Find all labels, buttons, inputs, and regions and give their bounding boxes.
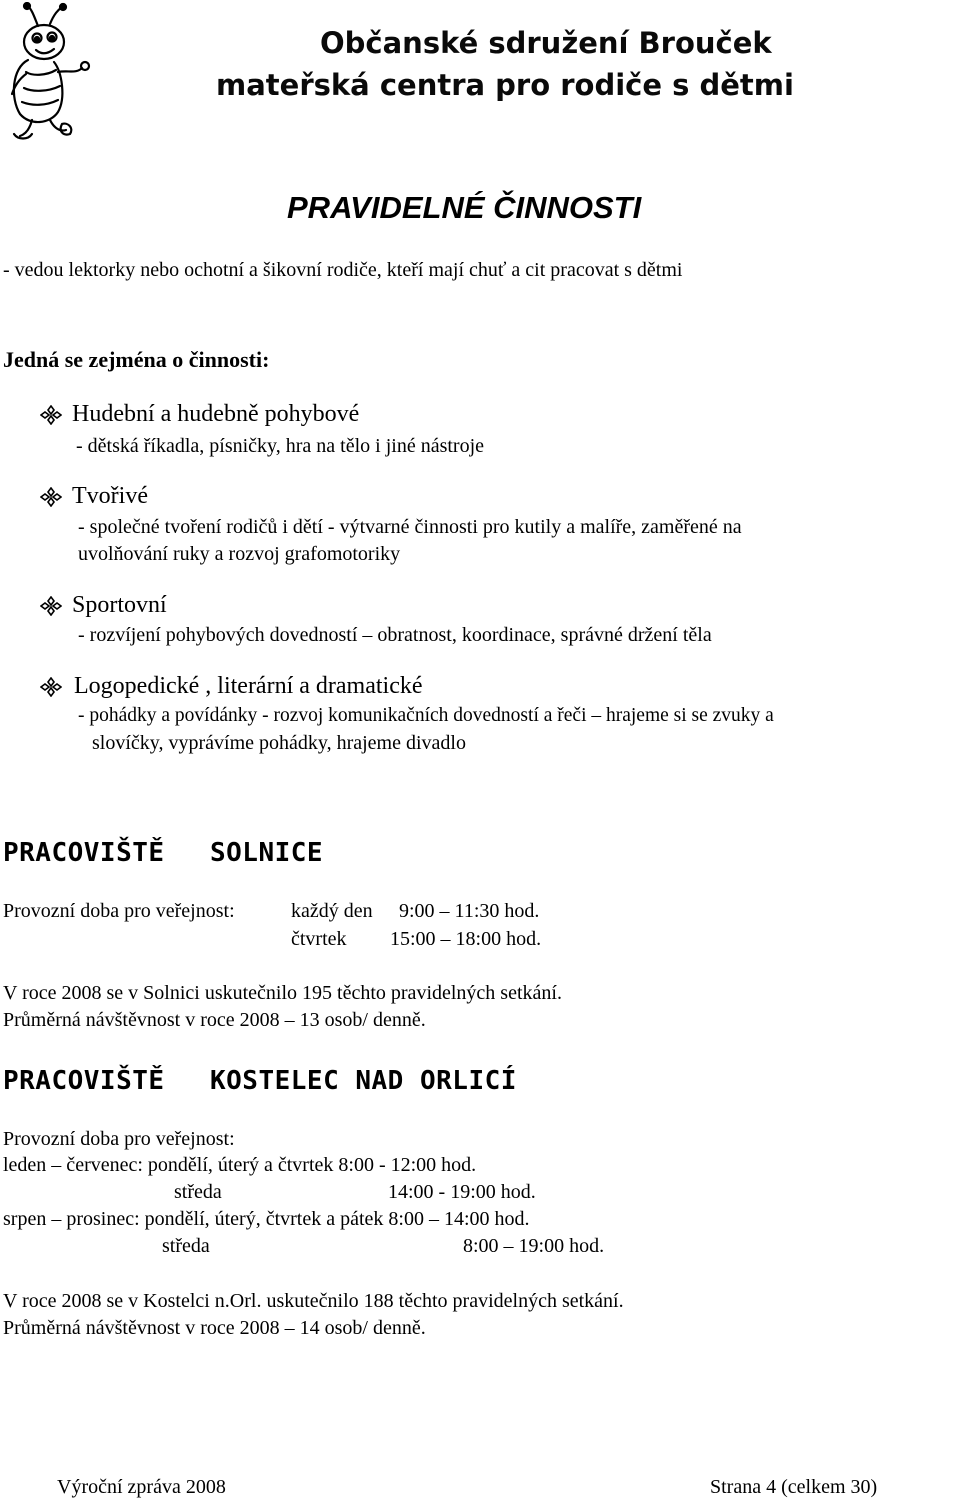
opening-time: 14:00 - 19:00 hod. xyxy=(388,1181,536,1203)
workplace-label: PRACOVIŠTĚ xyxy=(3,1066,165,1096)
category-desc-speech-1: - pohádky a povídánky - rozvoj komunikačních dovedností a řeči – hrajeme si se zvuky a xyxy=(78,705,774,726)
bullet-diamond-icon xyxy=(40,677,62,697)
opening-row: srpen – prosinec: pondělí, úterý, čtvrtek a pátek 8:00 – 14:00 hod. xyxy=(3,1208,530,1230)
brouček-logo-image xyxy=(2,2,98,144)
statistic-text: V roce 2008 se v Solnici uskutečnilo 195 těchto pravidelných setkání. xyxy=(3,982,562,1004)
statistic-text: Průměrná návštěvnost v roce 2008 – 14 osob/ denně. xyxy=(3,1317,426,1339)
footer-page-number: Strana 4 (celkem 30) xyxy=(710,1476,878,1498)
category-title-music: Hudební a hudebně pohybové xyxy=(72,401,360,427)
intro-text: - vedou lektorky nebo ochotní a šikovní rodiče, kteří mají chuť a cit pracovat s dětmi xyxy=(3,259,683,281)
bullet-diamond-icon xyxy=(40,405,62,425)
opening-time: 8:00 – 19:00 hod. xyxy=(463,1235,605,1257)
opening-day: středa xyxy=(174,1181,222,1203)
opening-row: leden – červenec: pondělí, úterý a čtvrtek 8:00 - 12:00 hod. xyxy=(3,1154,477,1176)
header-subtitle: mateřská centra pro rodiče s dětmi xyxy=(216,68,794,102)
opening-day: každý den xyxy=(291,900,373,922)
category-desc-speech-2: slovíčky, vyprávíme pohádky, hrajeme divadlo xyxy=(92,732,466,754)
category-desc-sport: - rozvíjení pohybových dovedností – obratnost, koordinace, správné držení těla xyxy=(78,624,712,646)
category-title-creative: Tvořivé xyxy=(72,483,148,509)
category-title-speech: Logopedické , literární a dramatické xyxy=(74,673,423,699)
category-desc-creative-1: - společné tvoření rodičů i dětí - výtvarné činnosti pro kutily a malíře, zaměřené na xyxy=(78,516,742,538)
header-organization-name: Občanské sdružení Brouček xyxy=(320,26,772,60)
category-desc-creative-2: uvolňování ruky a rozvoj grafomotoriky xyxy=(78,543,401,565)
opening-time: 9:00 – 11:30 hod. xyxy=(399,900,540,922)
bullet-diamond-icon xyxy=(40,487,62,507)
opening-day: čtvrtek xyxy=(291,928,347,950)
activities-subheading: Jedná se zejména o činnosti: xyxy=(3,347,270,372)
opening-hours-label: Provozní doba pro veřejnost: xyxy=(3,1128,235,1150)
statistic-text: Průměrná návštěvnost v roce 2008 – 13 osob/ denně. xyxy=(3,1009,426,1031)
footer-report-title: Výroční zpráva 2008 xyxy=(57,1476,226,1498)
workplace-name-solnice: SOLNICE xyxy=(210,838,324,868)
opening-hours-label: Provozní doba pro veřejnost: xyxy=(3,900,235,922)
statistic-text: V roce 2008 se v Kostelci n.Orl. uskutečnilo 188 těchto pravidelných setkání. xyxy=(3,1290,624,1312)
category-desc-music: - dětská říkadla, písničky, hra na tělo i jiné nástroje xyxy=(76,435,485,457)
workplace-label: PRACOVIŠTĚ xyxy=(3,838,165,868)
opening-time: 15:00 – 18:00 hod. xyxy=(390,928,542,950)
page-title: PRAVIDELNÉ ČINNOSTI xyxy=(287,190,642,225)
category-title-sport: Sportovní xyxy=(72,592,167,618)
workplace-name-kostelec: KOSTELEC NAD ORLICÍ xyxy=(210,1066,517,1096)
opening-day: středa xyxy=(162,1235,210,1257)
bullet-diamond-icon xyxy=(40,596,62,616)
